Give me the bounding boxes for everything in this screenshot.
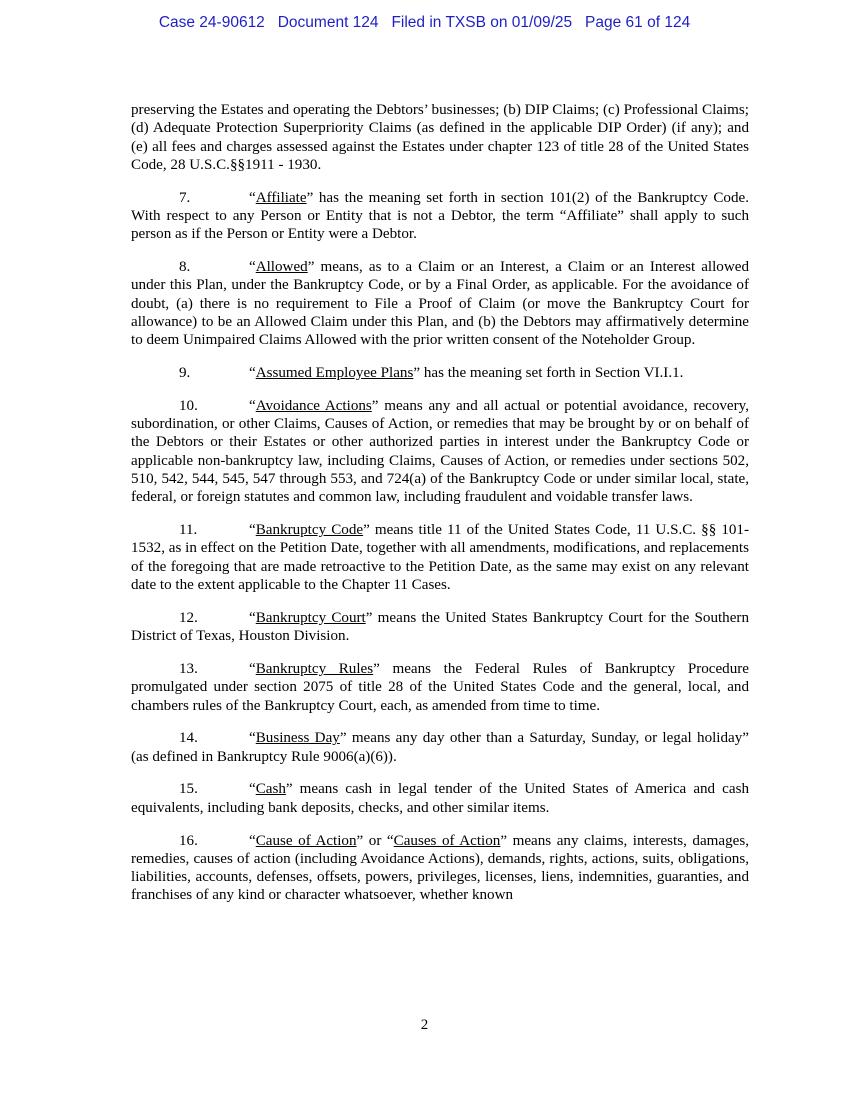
definition-paragraph — [131, 729, 749, 766]
open-quote: “ — [249, 259, 256, 276]
open-quote: “ — [249, 189, 256, 206]
definition-paragraph — [131, 609, 749, 646]
defined-term: Bankruptcy Rules — [255, 660, 374, 677]
open-quote: “ — [249, 730, 256, 747]
open-quote: “ — [249, 397, 256, 414]
term-connector: ” or “ — [356, 832, 394, 849]
definition-paragraph — [131, 832, 749, 905]
definition-text: ” means the Federal Rules of Bankruptcy Procedure promulgated under section 2075 of title 28 of the United States Code and the general, local, and chambers rules of the Bankruptcy Court, each, as amended from time to time. — [131, 660, 750, 714]
defined-term: Business Day — [255, 730, 340, 747]
document-body — [131, 101, 749, 919]
definition-number: 16. — [179, 832, 198, 849]
definition-text: ” means any claims, interests, damages, remedies, causes of action (including Avoidance Actions), demands, rights, actions, suits, obligations, liabilities, accounts, defenses, offsets, powers, privileges, licenses, liens, indemnities, guaranties, and franchises of any kind or character whatsoever, whether known — [131, 832, 749, 904]
filing-header: Case 24-90612 Document 124 Filed in TXSB on 01/09/25 Page 61 of 124 — [158, 14, 691, 31]
definition-number: 12. — [179, 609, 198, 626]
defined-term: Causes of Action — [393, 832, 501, 849]
intro-paragraph: preserving the Estates and operating the Debtors’ businesses; (b) DIP Claims; (c) Professional Claims; (d) Adequate Protection Superpriority Claims (as defined in the applicable DIP Order) (if any); and (e) all fees and charges assessed against the Estates under chapter 123 of title 28 of the United States Code, 28 U.S.C.§§1911 - 1930. — [131, 102, 749, 173]
defined-term: Assumed Employee Plans — [255, 365, 414, 382]
definition-paragraph — [131, 397, 749, 507]
definition-paragraph — [131, 258, 749, 349]
defined-term: Avoidance Actions — [255, 397, 372, 414]
definition-text: ” means any and all actual or potential avoidance, recovery, subordination, or other Claims, Causes of Action, or remedies that may be brought by or on behalf of the Debtors or their Estates or other authorized parties in interest under the Bankruptcy Code or applicable non-bankruptcy law, including Claims, Causes of Action, or remedies under sections 502, 510, 542, 544, 545, 547 through 553, and 724(a) of the Bankruptcy Code or under similar local, state, federal, or foreign statutes and common law, including fraudulent and voidable transfer laws. — [131, 397, 749, 506]
definition-text: ” means any day other than a Saturday, Sunday, or legal holiday” (as defined in Bankruptcy Rule 9006(a)(6)). — [131, 730, 749, 765]
defined-term: Bankruptcy Court — [255, 609, 366, 626]
definition-text: ” means title 11 of the United States Code, 11 U.S.C. §§ 101-1532, as in effect on the Petition Date, together with all amendments, modifications, and replacements of the foregoing that are made retroactive to the Petition Date, as the same may exist on any relevant date to the extent applicable to the Chapter 11 Cases. — [131, 522, 749, 594]
definition-number: 13. — [179, 660, 198, 677]
definition-text: ” means, as to a Claim or an Interest, a Claim or an Interest allowed under this Plan, under the Bankruptcy Code, or by a Final Order, as applicable. For the avoidance of doubt, (a) there is no requirement to File a Proof of Claim (or move the Bankruptcy Court for allowance) to be an Allowed Claim under this Plan, and (b) the Debtors may affirmatively determine to deem Unimpaired Claims Allowed with the prior written consent of the Noteholder Group. — [131, 259, 749, 349]
open-quote: “ — [249, 365, 256, 382]
definition-text: ” has the meaning set forth in section 101(2) of the Bankruptcy Code. With respect to any Person or Entity that is not a Debtor, the term “Affiliate” shall apply to such person as if the Person or Entity were a Debtor. — [131, 189, 749, 243]
defined-term: Bankruptcy Code — [255, 522, 364, 539]
definition-paragraph — [131, 189, 749, 244]
definition-number: 10. — [179, 397, 198, 414]
definitions-list — [131, 189, 749, 905]
definition-number: 8. — [179, 259, 191, 276]
definition-paragraph — [131, 521, 749, 594]
definition-number: 14. — [179, 730, 198, 747]
definition-text: ” means cash in legal tender of the United States of America and cash equivalents, including bank deposits, checks, and other similar items. — [131, 781, 749, 816]
defined-term: Affiliate — [255, 189, 307, 206]
definition-number: 11. — [179, 522, 198, 539]
definition-text: ” has the meaning set forth in Section VI.I.1. — [413, 365, 684, 382]
definition-number: 7. — [179, 189, 191, 206]
defined-term: Allowed — [255, 259, 308, 276]
open-quote: “ — [249, 522, 256, 539]
definition-paragraph — [131, 780, 749, 817]
open-quote: “ — [249, 609, 256, 626]
definition-paragraph — [131, 660, 749, 715]
definition-text: ” means the United States Bankruptcy Court for the Southern District of Texas, Houston Division. — [131, 609, 750, 645]
defined-term: Cash — [255, 781, 286, 798]
definition-number: 9. — [179, 365, 191, 382]
open-quote: “ — [249, 660, 256, 677]
definition-number: 15. — [179, 781, 198, 798]
defined-term: Cause of Action — [255, 832, 357, 849]
open-quote: “ — [249, 781, 256, 798]
open-quote: “ — [249, 832, 256, 849]
definition-paragraph — [131, 364, 749, 382]
page-number: 2 — [420, 1017, 429, 1033]
